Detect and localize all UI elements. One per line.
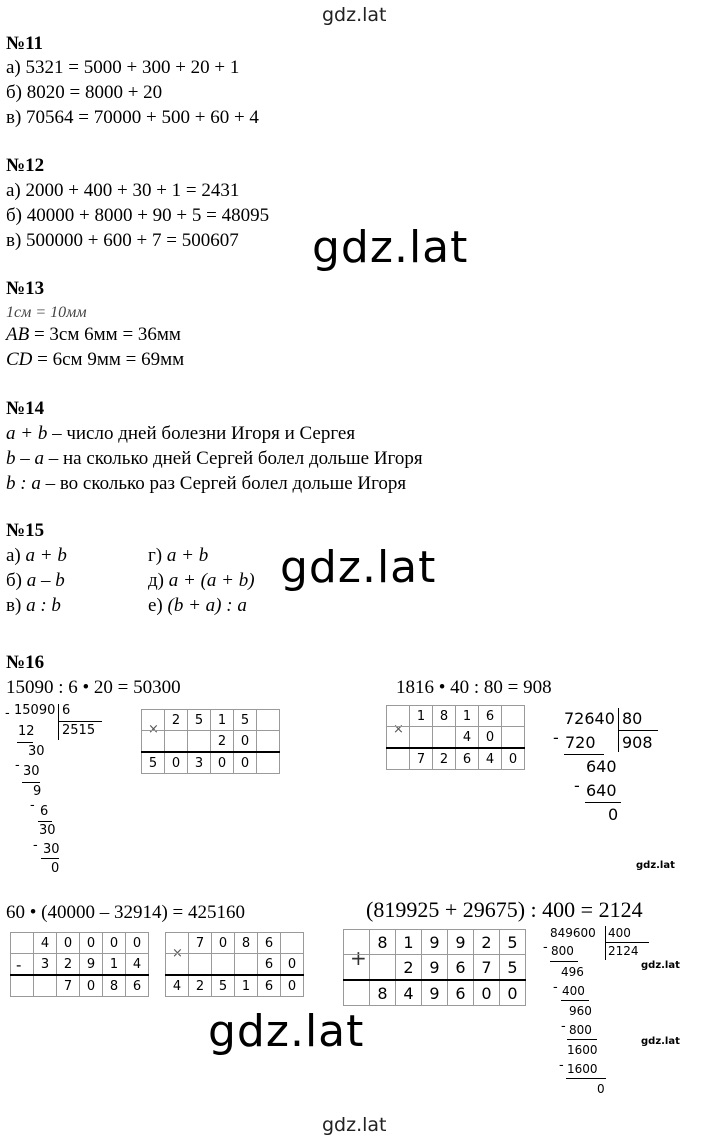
minus-sign: -	[574, 776, 580, 795]
step: 30	[39, 823, 56, 838]
step: 30	[28, 744, 45, 759]
grid-cell: 9	[422, 930, 448, 955]
grid-cell	[188, 731, 211, 753]
times-sign: ×	[172, 946, 183, 961]
step: 30	[23, 764, 40, 779]
grid-cell	[387, 748, 410, 770]
grid-cell	[142, 710, 165, 731]
expr: (b + a) : a	[167, 595, 247, 616]
minus-sign: -	[553, 980, 558, 995]
grid-cell: 2	[189, 975, 212, 997]
quotient: 2515	[62, 723, 96, 738]
task-11-v: в) 70564 = 70000 + 500 + 60 + 4	[6, 107, 259, 128]
grid-cell: 6	[456, 748, 479, 770]
task-12-title: №12	[6, 155, 45, 176]
watermark-large: gdz.lat	[280, 542, 437, 593]
grid-cell	[11, 954, 34, 976]
grid-cell: 6	[448, 980, 474, 1006]
grid-cell: 9	[80, 954, 103, 976]
grid-cell: 9	[422, 980, 448, 1006]
expr: b : a	[6, 473, 41, 494]
grid-cell	[11, 975, 34, 997]
task-15-e	[148, 595, 247, 617]
desc: – число дней болезни Игоря и Сергея	[47, 423, 356, 444]
grid-cell: 0	[57, 933, 80, 954]
step: 0	[608, 805, 619, 824]
watermark-bottom: gdz.lat	[322, 1114, 387, 1136]
task-15-d	[148, 570, 255, 592]
minus-sign: -	[561, 1019, 566, 1034]
grid-cell: 7	[57, 975, 80, 997]
quotient: 2124	[608, 944, 639, 958]
grid-cell: 6	[126, 975, 149, 997]
multiplication-grid-2	[386, 705, 525, 770]
task-12-b: б) 40000 + 8000 + 90 + 5 = 48095	[6, 205, 270, 226]
step: 1600	[567, 1043, 598, 1057]
grid-cell: 5	[142, 752, 165, 774]
grid-cell: 2	[211, 731, 234, 753]
grid-cell: 0	[502, 748, 525, 770]
grid-cell: 1	[456, 706, 479, 727]
minus-sign: -	[559, 1058, 564, 1073]
step: 0	[51, 861, 60, 876]
times-sign: ×	[148, 722, 159, 737]
dividend: 849600	[550, 926, 596, 940]
grid-cell	[281, 933, 304, 954]
grid-cell: 2	[57, 954, 80, 976]
task-11-title: №11	[6, 33, 44, 54]
grid-cell	[433, 727, 456, 749]
step: 1600	[567, 1062, 598, 1076]
grid-cell: 1	[235, 975, 258, 997]
grid-cell: 2	[165, 710, 188, 731]
step: 640	[586, 781, 617, 800]
grid-cell: 0	[165, 752, 188, 774]
grid-cell: 5	[188, 710, 211, 731]
var-ab: AB	[6, 324, 30, 345]
task-16-eq4: (819925 + 29675) : 400 = 2124	[366, 897, 643, 922]
subtraction-grid	[10, 932, 149, 997]
label: д)	[148, 570, 169, 591]
task-15-v	[6, 595, 61, 617]
grid-cell: 7	[189, 933, 212, 954]
grid-cell: 0	[103, 933, 126, 954]
grid-cell: 0	[474, 980, 500, 1006]
task-14-title: №14	[6, 398, 45, 419]
watermark-large: gdz.lat	[208, 1006, 365, 1057]
grid-cell: 0	[211, 752, 234, 774]
step: 960	[569, 1004, 592, 1018]
grid-cell: 0	[126, 933, 149, 954]
grid-cell: 0	[234, 752, 257, 774]
grid-cell: 0	[281, 954, 304, 976]
expr: a + (a + b)	[168, 570, 255, 591]
grid-cell: 0	[80, 975, 103, 997]
grid-cell: 8	[235, 933, 258, 954]
grid-cell	[235, 954, 258, 976]
grid-cell	[142, 731, 165, 753]
grid-cell: 2	[396, 955, 422, 981]
step: 0	[597, 1082, 605, 1096]
grid-cell	[257, 710, 280, 731]
grid-cell	[189, 954, 212, 976]
minus-sign: -	[553, 728, 559, 747]
watermark-top: gdz.lat	[322, 4, 387, 26]
grid-cell	[34, 975, 57, 997]
multiplication-grid-1	[141, 709, 280, 774]
grid-cell	[344, 955, 370, 981]
grid-cell: 2	[474, 930, 500, 955]
expr: a + b	[25, 545, 67, 566]
grid-cell	[344, 930, 370, 955]
task-16-eq3: 60 • (40000 – 32914) = 425160	[6, 902, 246, 923]
watermark-large: gdz.lat	[312, 222, 469, 273]
grid-cell: 8	[370, 980, 396, 1006]
grid-cell	[387, 706, 410, 727]
grid-cell: 1	[410, 706, 433, 727]
multiplication-grid-3	[165, 932, 304, 997]
grid-cell	[410, 727, 433, 749]
grid-cell: 6	[258, 933, 281, 954]
task-13-note: 1см = 10мм	[6, 304, 87, 321]
expr: a + b	[166, 545, 209, 566]
grid-cell	[344, 980, 370, 1006]
grid-cell: 6	[258, 954, 281, 976]
expr: a : b	[26, 595, 61, 616]
grid-cell: 4	[126, 954, 149, 976]
minus-sign: -	[33, 838, 38, 853]
task-16-title: №16	[6, 652, 45, 673]
grid-cell: 6	[479, 706, 502, 727]
task-15-a	[6, 545, 67, 567]
grid-cell: 5	[500, 930, 526, 955]
minus-sign: -	[5, 706, 10, 721]
times-sign: ×	[393, 722, 404, 737]
watermark-small: gdz.lat	[641, 960, 680, 971]
dividend: 72640	[564, 709, 615, 728]
grid-cell: 4	[479, 748, 502, 770]
grid-cell: 1	[103, 954, 126, 976]
grid-cell: 2	[433, 748, 456, 770]
grid-cell: 5	[212, 975, 235, 997]
step: 30	[43, 842, 60, 857]
step: 640	[586, 757, 617, 776]
grid-cell: 7	[410, 748, 433, 770]
step: 6	[40, 804, 49, 819]
task-14-line2	[6, 448, 423, 470]
grid-cell: 1	[396, 930, 422, 955]
minus-sign: -	[30, 798, 35, 813]
grid-cell: 0	[80, 933, 103, 954]
var-cd: CD	[6, 349, 33, 370]
grid-cell: 4	[396, 980, 422, 1006]
step: 800	[569, 1023, 592, 1037]
task-12-v: в) 500000 + 600 + 7 = 500607	[6, 230, 239, 251]
addition-grid	[343, 929, 526, 1006]
grid-cell: 1	[211, 710, 234, 731]
task-16-eq2: 1816 • 40 : 80 = 908	[396, 677, 552, 698]
grid-cell	[166, 954, 189, 976]
label: е)	[148, 595, 168, 616]
grid-cell	[165, 731, 188, 753]
watermark-small: gdz.lat	[641, 1036, 680, 1047]
task-11-b: б) 8020 = 8000 + 20	[6, 82, 163, 103]
task-15-g	[148, 545, 208, 567]
grid-cell	[166, 933, 189, 954]
step: 800	[551, 944, 574, 958]
grid-cell: 0	[500, 980, 526, 1006]
label: г)	[148, 545, 167, 566]
grid-cell: 0	[212, 933, 235, 954]
grid-cell: 0	[479, 727, 502, 749]
grid-cell: 0	[234, 731, 257, 753]
grid-cell	[11, 933, 34, 954]
grid-cell	[257, 752, 280, 774]
grid-cell: 9	[448, 930, 474, 955]
grid-cell: 5	[500, 955, 526, 981]
desc: – во сколько раз Сергей болел дольше Игоря	[40, 473, 407, 494]
grid-cell: 0	[281, 975, 304, 997]
grid-cell	[387, 727, 410, 749]
grid-cell: 3	[34, 954, 57, 976]
step: 400	[562, 984, 585, 998]
minus-sign: -	[16, 956, 22, 974]
dividend: 15090	[14, 703, 56, 718]
divisor: 400	[608, 926, 631, 940]
task-16-eq1: 15090 : 6 • 20 = 50300	[6, 677, 181, 698]
divisor: 6	[62, 703, 71, 718]
task-14-line3	[6, 473, 406, 495]
grid-cell: 8	[370, 930, 396, 955]
divisor: 80	[622, 709, 643, 728]
label: в)	[6, 595, 27, 616]
step: 12	[18, 724, 35, 739]
grid-cell	[370, 955, 396, 981]
grid-cell	[502, 706, 525, 727]
plus-sign: +	[350, 946, 367, 970]
expr: b – a	[6, 448, 44, 469]
step: 720	[565, 733, 596, 752]
expr: a + b	[6, 423, 48, 444]
grid-cell	[257, 731, 280, 753]
quotient: 908	[622, 733, 653, 752]
step: 9	[33, 784, 42, 799]
cd-value: = 6см 9мм = 69мм	[32, 349, 185, 370]
grid-cell: 4	[456, 727, 479, 749]
grid-cell: 5	[234, 710, 257, 731]
grid-cell: 8	[103, 975, 126, 997]
task-11-a: а) 5321 = 5000 + 300 + 20 + 1	[6, 57, 240, 78]
expr: a – b	[26, 570, 65, 591]
grid-cell: 6	[258, 975, 281, 997]
grid-cell: 4	[34, 933, 57, 954]
minus-sign: -	[543, 940, 548, 955]
grid-cell: 3	[188, 752, 211, 774]
label: б)	[6, 570, 27, 591]
grid-cell: 8	[433, 706, 456, 727]
task-12-a: а) 2000 + 400 + 30 + 1 = 2431	[6, 180, 240, 201]
task-13-title: №13	[6, 278, 45, 299]
step: 496	[561, 965, 584, 979]
grid-cell	[212, 954, 235, 976]
task-15-title: №15	[6, 520, 45, 541]
ab-value: = 3см 6мм = 36мм	[29, 324, 181, 345]
grid-cell: 4	[166, 975, 189, 997]
task-13-cd	[6, 349, 184, 371]
minus-sign: -	[15, 758, 20, 773]
desc: – на сколько дней Сергей болел дольше Игоря	[44, 448, 423, 469]
task-15-b	[6, 570, 65, 592]
grid-cell: 6	[448, 955, 474, 981]
task-13-ab	[6, 324, 181, 346]
grid-cell: 7	[474, 955, 500, 981]
grid-cell	[502, 727, 525, 749]
watermark-small: gdz.lat	[636, 860, 675, 871]
task-14-line1	[6, 423, 355, 445]
label: а)	[6, 545, 26, 566]
grid-cell: 9	[422, 955, 448, 981]
